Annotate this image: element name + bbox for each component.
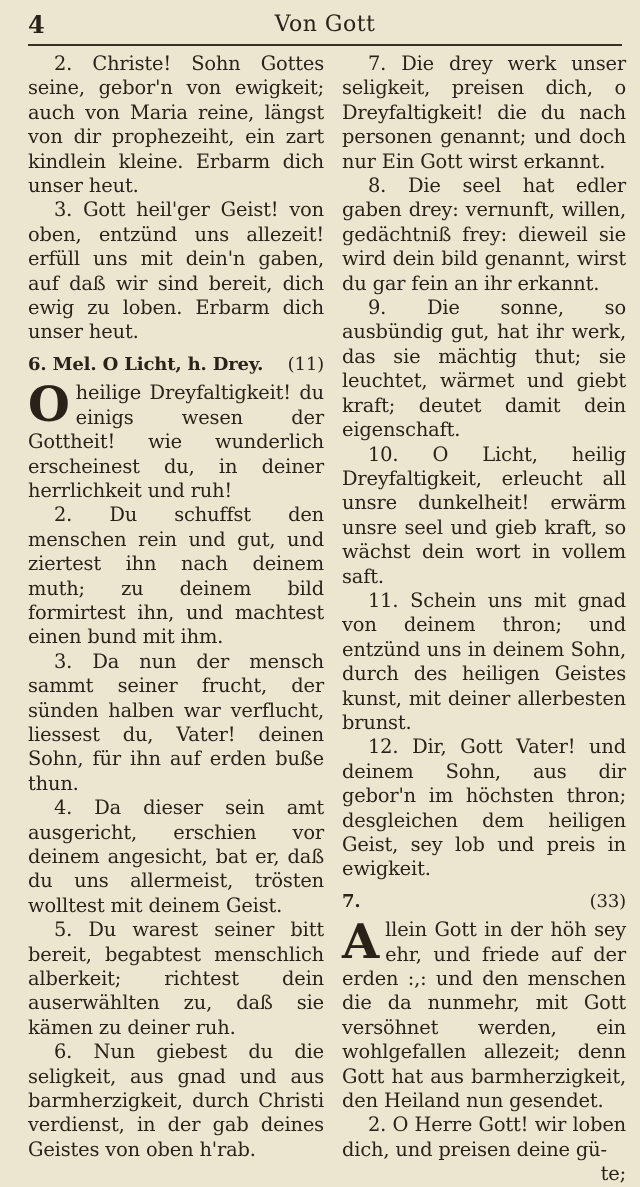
hymn-heading bbox=[28, 353, 324, 377]
verse: 9. Die sonne, so ausbündig gut, hat ihr werk, das sie mächtig thut; sie leuchtet, wärmet und giebt kraft; deutet damit dein eigenschaft. bbox=[342, 296, 626, 442]
verse: 10. O Licht, heilig Dreyfaltigkeit, erleucht all unsre dunkelheit! erwärm unsre seel und gieb kraft, so wächst dein wort in vollem saft. bbox=[342, 442, 626, 588]
verse: 11. Schein uns mit gnad von deinem thron; und entzünd uns in deinem Sohn, durch des heiligen Geistes kunst, mit deiner allerbesten brunst. bbox=[342, 588, 626, 734]
verse: 5. Du warest seiner bitt bereit, begabtest menschlich alberkeit; richtest dein auserwählten zu, daß sie kämen zu deiner ruh. bbox=[28, 918, 324, 1039]
page-number: 4 bbox=[28, 10, 45, 39]
hymn-incipit bbox=[342, 914, 626, 1113]
verse: 3. Gott heil'ger Geist! von oben, entzünd uns allezeit! erfüll uns mit dein'n gaben, auf daß wir sind bereit, dich ewig zu loben. Erbarm dich unser heut. bbox=[28, 198, 324, 344]
drop-cap: O bbox=[28, 377, 70, 434]
text-columns bbox=[28, 52, 626, 1186]
verse: 3. Da nun der mensch sammt seiner frucht, der sünden halben war verflucht, liessest du, Vater! deinen Sohn, für ihn auf erden buße thun. bbox=[28, 649, 324, 795]
verse: 6. Nun giebest du die seligkeit, aus gnad und aus barmherzigkeit, durch Christi verdienst, in der gab deines Geistes von oben h'rab. bbox=[28, 1040, 324, 1161]
right-column bbox=[342, 52, 626, 1186]
verse: 2. Du schuffst den menschen rein und gut, und ziertest ihn nach deinem muth; zu deinem bild formirtest ihn, und machtest einen bund mit ihm. bbox=[28, 503, 324, 649]
hymn-number: (11) bbox=[287, 353, 324, 375]
verse: 7. Die drey werk unser seligkeit, preisen dich, o Dreyfaltigkeit! die du nach personen genannt; und doch nur Ein Gott wirst erkannt. bbox=[342, 52, 626, 173]
hymn-heading bbox=[342, 890, 626, 914]
hymn-title: 6. Mel. O Licht, h. Drey. bbox=[28, 353, 264, 375]
verse: 2. O Herre Gott! wir loben dich, und preisen deine gü- bbox=[342, 1113, 626, 1161]
running-title: Von Gott bbox=[274, 12, 376, 37]
hymn-title: 7. bbox=[342, 890, 361, 912]
page-header bbox=[28, 8, 622, 42]
verse: 8. Die seel hat edler gaben drey: vernunft, willen, gedächtniß frey: dieweil sie wird dein bild genannt, wirst du gar fein an ihr erkannt. bbox=[342, 174, 626, 295]
hymn-incipit bbox=[28, 377, 324, 503]
incipit-text: llein Gott in der höh sey ehr, und friede auf der erden :,: und den menschen die da nunmehr, mit Gott versöhnet werden, ein wohlgefallen allezeit; denn Gott hat aus barmherzigkeit, den Heiland nun gesendet. bbox=[342, 918, 626, 1113]
drop-cap: A bbox=[342, 914, 380, 971]
hymn-number: (33) bbox=[589, 890, 626, 912]
verse: 4. Da dieser sein amt ausgericht, erschien vor deinem angesicht, bat er, daß du uns allermeist, trösten wolltest mit deinem Geist. bbox=[28, 796, 324, 917]
incipit-text: heilige Dreyfaltigkeit! du einigs wesen der Gottheit! wie wunderlich erscheinest du, in deiner herrlichkeit und ruh! bbox=[28, 381, 324, 502]
verse: 2. Christe! Sohn Gottes seine, gebor'n von ewigkeit; auch von Maria reine, längst von dir prophezeiht, ein zart kindlein kleine. Erbarm dich unser heut. bbox=[28, 52, 324, 198]
header-rule bbox=[28, 44, 622, 46]
verse: 12. Dir, Gott Vater! und deinem Sohn, aus dir gebor'n im höchsten thron; desgleichen dem heiligen Geist, sey lob und preis in ewigkeit. bbox=[342, 735, 626, 881]
catchword: te; bbox=[600, 1162, 626, 1186]
left-column bbox=[28, 52, 324, 1161]
